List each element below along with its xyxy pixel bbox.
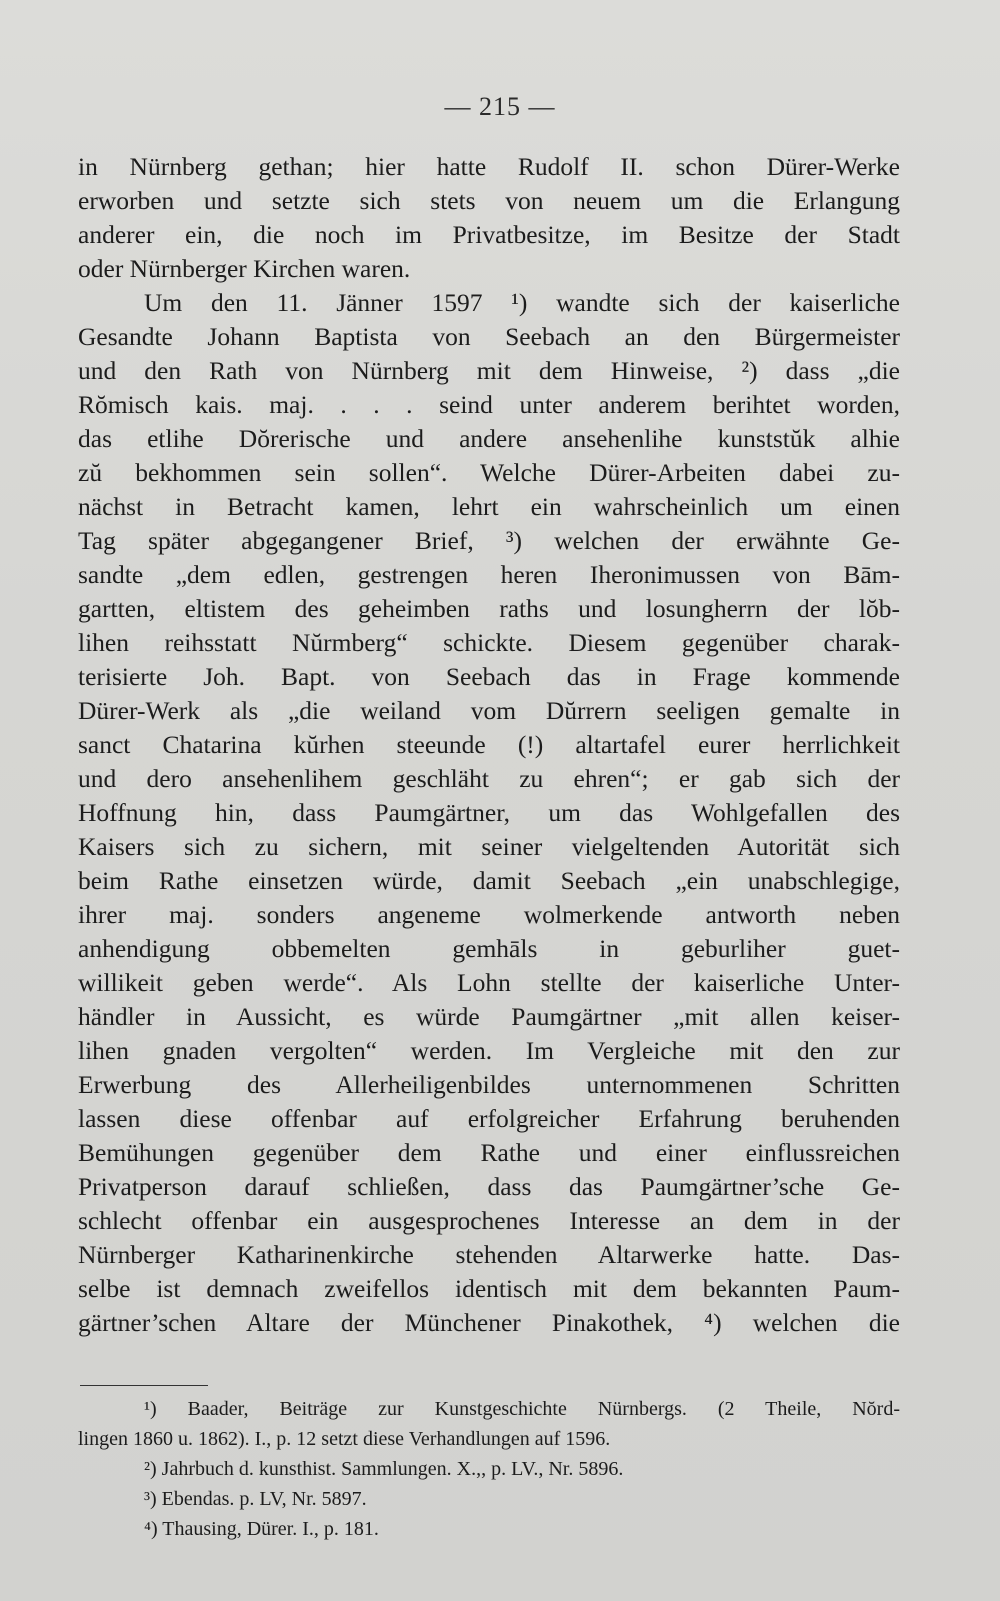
text-line: sanct Chatarina kŭrhen steeunde (!) altartafel eurer herrlichkeit xyxy=(78,730,900,759)
text-line: Tag später abgegangener Brief, ³) welchen der erwähnte Ge- xyxy=(78,526,900,555)
text-line: lassen diese offenbar auf erfolgreicher Erfahrung beruhenden xyxy=(78,1104,900,1133)
footnote-divider xyxy=(80,1385,208,1386)
text-line: Rŏmisch kais. maj. . . . seind unter anderem berihtet worden, xyxy=(78,390,900,419)
text-line: Kaisers sich zu sichern, mit seiner vielgeltenden Autorität sich xyxy=(78,832,900,861)
text-line: Dürer-Werk als „die weiland vom Dŭrrern seeligen gemalte in xyxy=(78,696,900,725)
text-line: selbe ist demnach zweifellos identisch mit dem bekannten Paum- xyxy=(78,1274,900,1303)
text-line: sandte „dem edlen, gestrengen heren Iheronimussen von Bām- xyxy=(78,560,900,589)
text-line: Hoffnung hin, dass Paumgärtner, um das Wohlgefallen des xyxy=(78,798,900,827)
text-line: Bemühungen gegenüber dem Rathe und einer einflussreichen xyxy=(78,1138,900,1167)
text-line: nächst in Betracht kamen, lehrt ein wahrscheinlich um einen xyxy=(78,492,900,521)
text-line: händler in Aussicht, es würde Paumgärtner „mit allen keiser- xyxy=(78,1002,900,1031)
text-line: zŭ bekhommen sein sollen“. Welche Dürer-Arbeiten dabei zu- xyxy=(78,458,900,487)
footnote-line: ¹) Baader, Beiträge zur Kunstgeschichte Nürnbergs. (2 Theile, Nŏrd- xyxy=(144,1398,900,1420)
footnote-line: ⁴) Thausing, Dürer. I., p. 181. xyxy=(144,1518,379,1540)
footnotes xyxy=(78,1394,900,1544)
text-line: Erwerbung des Allerheiligenbildes unternommenen Schritten xyxy=(78,1070,900,1099)
text-line: beim Rathe einsetzen würde, damit Seebach „ein unabschlegige, xyxy=(78,866,900,895)
text-line: und dero ansehenlihem geschläht zu ehren“; er gab sich der xyxy=(78,764,900,793)
text-line: Nürnberger Katharinenkirche stehenden Altarwerke hatte. Das- xyxy=(78,1240,900,1269)
text-line: Gesandte Johann Baptista von Seebach an den Bürgermeister xyxy=(78,322,900,351)
text-line: ihrer maj. sonders angeneme wolmerkende antworth neben xyxy=(78,900,900,929)
text-line: willikeit geben werde“. Als Lohn stellte der kaiserliche Unter- xyxy=(78,968,900,997)
text-line: anhendigung obbemelten gemhāls in geburliher guet- xyxy=(78,934,900,963)
text-line: gartten, eltistem des geheimben raths und losungherrn der lŏb- xyxy=(78,594,900,623)
footnote-line: lingen 1860 u. 1862). I., p. 12 setzt diese Verhandlungen auf 1596. xyxy=(78,1428,611,1450)
text-line: lihen reihsstatt Nŭrmberg“ schickte. Diesem gegenüber charak- xyxy=(78,628,900,657)
text-line: und den Rath von Nürnberg mit dem Hinweise, ²) dass „die xyxy=(78,356,900,385)
footnote-line: ³) Ebendas. p. LV, Nr. 5897. xyxy=(144,1488,367,1510)
text-line: gärtner’schen Altare der Münchener Pinakothek, ⁴) welchen die xyxy=(78,1308,900,1337)
text-line: Um den 11. Jänner 1597 ¹) wandte sich der kaiserliche xyxy=(144,288,900,317)
footnote-line: ²) Jahrbuch d. kunsthist. Sammlungen. X.,, p. LV., Nr. 5896. xyxy=(144,1458,624,1480)
text-line: oder Nürnberger Kirchen waren. xyxy=(78,254,411,283)
text-line: Privatperson darauf schließen, dass das Paumgärtner’sche Ge- xyxy=(78,1172,900,1201)
text-line: lihen gnaden vergolten“ werden. Im Vergleiche mit den zur xyxy=(78,1036,900,1065)
text-line: terisierte Joh. Bapt. von Seebach das in Frage kommende xyxy=(78,662,900,691)
page-number: — 215 — xyxy=(444,92,556,121)
text-line: das etlihe Dŏrerische und andere ansehenlihe kunststŭk alhie xyxy=(78,424,900,453)
text-line: erworben und setzte sich stets von neuem um die Erlangung xyxy=(78,186,900,215)
text-line: schlecht offenbar ein ausgesprochenes Interesse an dem in der xyxy=(78,1206,900,1235)
text-line: anderer ein, die noch im Privatbesitze, im Besitze der Stadt xyxy=(78,220,900,249)
text-line: in Nürnberg gethan; hier hatte Rudolf II. schon Dürer-Werke xyxy=(78,152,900,181)
body-text xyxy=(78,150,900,1340)
